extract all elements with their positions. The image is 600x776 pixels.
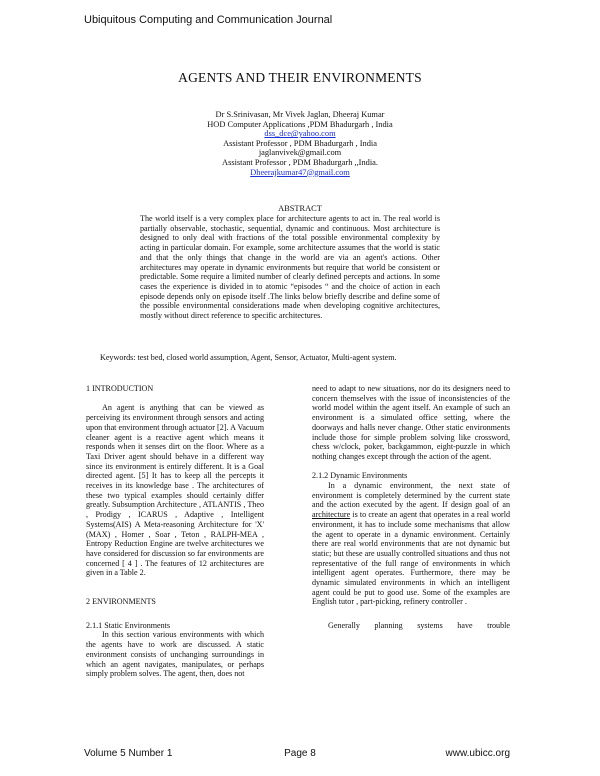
author-affiliation-3: Assistant Professor , PDM Bhadurgarh ,,India. bbox=[222, 157, 378, 167]
author-names: Dr S.Srinivasan, Mr Vivek Jaglan, Dheeraj Kumar bbox=[215, 110, 385, 119]
introduction-paragraph: An agent is anything that can be viewed as perceiving its environment through sensors and acting upon that environment through actuator [2]. A Vacuum cleaner agent is a reactive agent which means it responds when it senses dirt on the floor. Where as a Taxi Driver agent should behave in a different way since its environment is entirely different. It is a Goal directed agent. [5] It has to keep all the percepts it receives in its knowledge base . The architectures of these two typical examples should certainly differ greatly. Subsumption Architecture , ATLANTIS , Theo , Prodigy , ICARUS , Adaptive , Intelligent Systems(AIS) A Meta-reasoning Architecture for 'X' (MAX) , Homer , Soar , Teton , RALPH-MEA , Entropy Reduction Engine are twelve architectures we have considered for discussion so far environments are concerned [ 4 ] . The features of 12 architectures are given in a Table 2. bbox=[86, 403, 264, 578]
section-heading-environments: 2 ENVIRONMENTS bbox=[86, 597, 156, 607]
left-column bbox=[86, 384, 264, 679]
right-column bbox=[312, 384, 510, 631]
author-email-1[interactable]: dss_dce@yahoo.com bbox=[264, 129, 336, 139]
subsection-heading-static: 2.1.1 Static Environments bbox=[86, 620, 171, 630]
paper-title: AGENTS AND THEIR ENVIRONMENTS bbox=[178, 70, 422, 85]
abstract-heading: ABSTRACT bbox=[278, 204, 322, 213]
footer-website: www.ubicc.org bbox=[445, 748, 510, 759]
dynamic-text-start: In a dynamic environment, the next state of environment is completely determined by the current state and the action executed by the agent. If design goal of an bbox=[312, 481, 510, 510]
author-affiliation-2: Assistant Professor , PDM Bhadurgarh , India bbox=[223, 138, 377, 148]
planning-paragraph: Generally planning systems have trouble bbox=[328, 621, 510, 631]
keywords: Keywords: test bed, closed world assumption, Agent, Sensor, Actuator, Multi-agent system. bbox=[100, 353, 397, 362]
section-heading-introduction: 1 INTRODUCTION bbox=[86, 384, 154, 393]
author-email-3[interactable]: Dheerajkumar47@gmail.com bbox=[250, 167, 350, 177]
static-paragraph: In this section various environments with which the agents have to work are discussed. A static environment consists of unchanging surroundings in which an agent navigates, manipulates, or perhaps simply problem solves. The agent, then, does not bbox=[86, 630, 264, 679]
dynamic-paragraph bbox=[312, 481, 510, 607]
author-block bbox=[0, 110, 600, 177]
footer-volume: Volume 5 Number 1 bbox=[84, 748, 173, 759]
running-header: Ubiquitous Computing and Communication Journal bbox=[84, 14, 333, 26]
dynamic-text-end: is to create an agent that operates in a real world environment, it has to include some mechanisms that allow the agent to operate in a dynamic environment. Certainly there are real world environments that are not dynamic but static; but these are usually controlled situations and thus not representative of the full range of environments in which intelligent agent operates. Furthermore, there may be dynamic simulated environments in which an intelligent agent could be put to good use. Some of the examples are English tutor , part-picking, refinery controller . bbox=[312, 510, 510, 607]
author-email-2: jaglanvivek@gmail.com bbox=[258, 148, 342, 158]
static-paragraph-continued: need to adapt to new situations, nor do its designers need to concern themselves with the issue of inconsistencies of the world model within the agent itself. An example of such an environment is a simulated office setting, where the doorways and halls never change. Other static environments include those for simple problem solving like crossword, chess w/clock, poker, backgammon, eight-puzzle in which nothing changes except through the action of the agent. bbox=[312, 384, 510, 461]
abstract-text: The world itself is a very complex place for architecture agents to act in. The real world is partially observable, stochastic, sequential, dynamic and continuous. Most architecture is designed to only deal with fractions of the total possible environmental complexity by acting in particular domain. For example, some architecture assumes that the world is static and that the only things that change in the world are via an agent's actions. Other architectures may operate in dynamic environments but require that world be consistent or predictable. Some require a limited number of clearly defined percepts and actions. In some cases the experience is divided in to atomic “episodes “ and the choice of action in each episode depends only on episode itself .The links below briefly describe and define some of the possible environmental considerations made when developing cognitive architectures, mostly without direct reference to specific architectures. bbox=[140, 214, 440, 321]
subsection-heading-dynamic: 2.1.2 Dynamic Environments bbox=[312, 471, 408, 481]
architecture-term: architecture bbox=[312, 510, 351, 520]
author-affiliation-1: HOD Computer Applications ,PDM Bhadurgarh , India bbox=[207, 119, 393, 129]
footer-page-number: Page 8 bbox=[284, 748, 316, 759]
